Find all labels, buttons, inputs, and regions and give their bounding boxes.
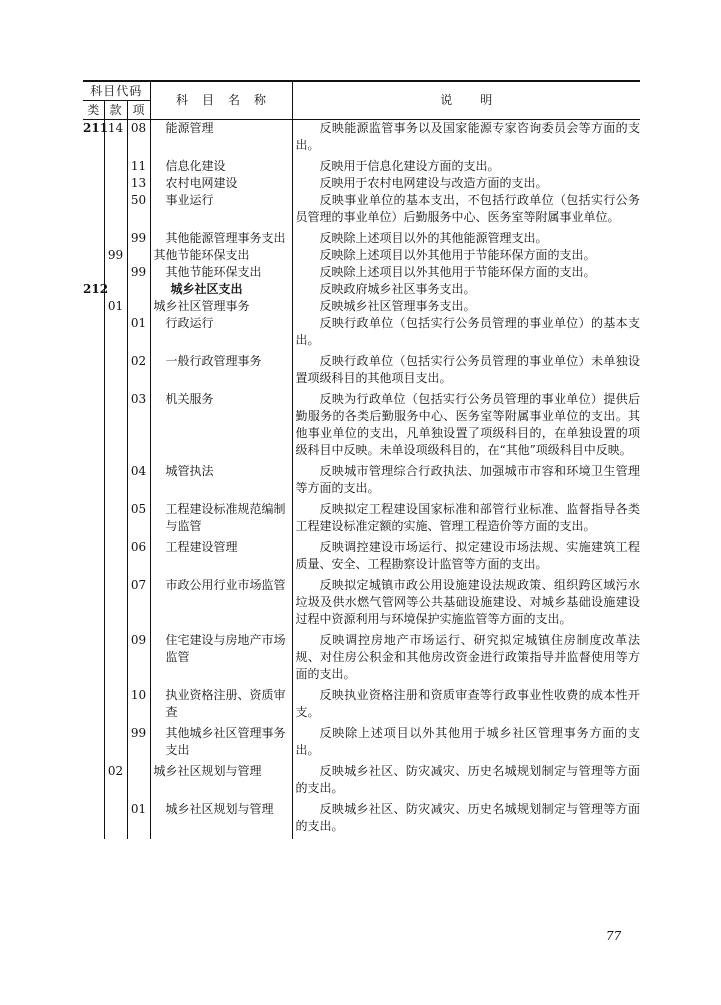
xiang-code: 01 bbox=[127, 315, 150, 353]
subject-name: 其他能源管理事务支出 bbox=[150, 230, 292, 247]
table-row bbox=[83, 120, 640, 159]
lei-code bbox=[83, 463, 104, 501]
subject-name: 工程建设管理 bbox=[150, 539, 292, 577]
kuan-code bbox=[104, 577, 127, 632]
subject-description: 反映除上述项目以外的其他能源管理支出。 bbox=[319, 231, 548, 245]
kuan-code: 02 bbox=[104, 763, 127, 801]
kuan-code bbox=[104, 501, 127, 539]
kuan-code bbox=[104, 264, 127, 281]
subject-description: 反映城市管理综合行政执法、加强城市市容和环境卫生管理等方面的支出。 bbox=[295, 464, 641, 495]
subject-name: 信息化建设 bbox=[150, 158, 292, 175]
subject-description: 反映行政单位（包括实行公务员管理的事业单位）未单独设置项级科目的其他项目支出。 bbox=[295, 354, 641, 385]
table-row bbox=[83, 391, 640, 463]
lei-code bbox=[83, 175, 104, 192]
xiang-code: 99 bbox=[127, 264, 150, 281]
lei-code bbox=[83, 501, 104, 539]
subject-name: 城乡社区规划与管理 bbox=[150, 763, 292, 801]
table-row bbox=[83, 632, 640, 687]
table-row bbox=[83, 175, 640, 192]
lei-code bbox=[83, 353, 104, 391]
subject-name: 其他节能环保支出 bbox=[150, 247, 292, 264]
kuan-code bbox=[104, 725, 127, 763]
table-body bbox=[83, 120, 640, 840]
kuan-code bbox=[104, 175, 127, 192]
budget-subject-table-page bbox=[83, 80, 640, 839]
subject-name: 机关服务 bbox=[150, 391, 292, 463]
kuan-code bbox=[104, 391, 127, 463]
lei-code bbox=[83, 687, 104, 725]
lei-code bbox=[83, 763, 104, 801]
kuan-code bbox=[104, 353, 127, 391]
subject-description: 反映事业单位的基本支出，不包括行政单位（包括实行公务员管理的事业单位）后勤服务中心、医务室等附属事业单位。 bbox=[295, 193, 641, 224]
xiang-code bbox=[127, 763, 150, 801]
subject-name: 住宅建设与房地产市场监管 bbox=[150, 632, 292, 687]
xiang-code: 03 bbox=[127, 391, 150, 463]
subject-table bbox=[83, 80, 640, 839]
table-row bbox=[83, 463, 640, 501]
kuan-code bbox=[104, 463, 127, 501]
lei-code: 211 bbox=[83, 120, 104, 159]
subject-description: 反映能源监管事务以及国家能源专家咨询委员会等方面的支出。 bbox=[295, 121, 641, 152]
kuan-code: 14 bbox=[104, 120, 127, 159]
header-kuan: 款 bbox=[104, 101, 127, 120]
lei-code bbox=[83, 230, 104, 247]
table-row bbox=[83, 801, 640, 839]
subject-description: 反映除上述项目以外其他用于节能环保方面的支出。 bbox=[319, 248, 596, 262]
subject-description: 反映拟定城镇市政公用设施建设法规政策、组织跨区域污水垃圾及供水燃气管网等公共基础设施建设、对城乡基础设施建设过程中资源利用与环境保护实施监管等方面的支出。 bbox=[295, 578, 641, 626]
kuan-code: 99 bbox=[104, 247, 127, 264]
subject-name: 城乡社区规划与管理 bbox=[150, 801, 292, 839]
subject-description: 反映调控建设市场运行、拟定建设市场法规、实施建筑工程质量、安全、工程勘察设计监管等方面的支出。 bbox=[295, 540, 641, 571]
subject-name: 市政公用行业市场监管 bbox=[150, 577, 292, 632]
header-subject-name: 科目名称 bbox=[150, 81, 292, 120]
subject-name: 事业运行 bbox=[150, 192, 292, 230]
lei-code bbox=[83, 539, 104, 577]
kuan-code bbox=[104, 687, 127, 725]
table-row bbox=[83, 247, 640, 264]
xiang-code: 50 bbox=[127, 192, 150, 230]
subject-name: 工程建设标准规范编制与监管 bbox=[150, 501, 292, 539]
xiang-code: 05 bbox=[127, 501, 150, 539]
xiang-code: 99 bbox=[127, 725, 150, 763]
lei-code bbox=[83, 315, 104, 353]
table-row bbox=[83, 577, 640, 632]
xiang-code: 99 bbox=[127, 230, 150, 247]
lei-code bbox=[83, 577, 104, 632]
subject-name: 城管执法 bbox=[150, 463, 292, 501]
xiang-code: 01 bbox=[127, 801, 150, 839]
header-lei: 类 bbox=[83, 101, 104, 120]
xiang-code: 10 bbox=[127, 687, 150, 725]
subject-name: 一般行政管理事务 bbox=[150, 353, 292, 391]
xiang-code bbox=[127, 281, 150, 298]
subject-name: 其他节能环保支出 bbox=[150, 264, 292, 281]
subject-description: 反映拟定工程建设国家标准和部管行业标准、监督指导各类工程建设标准定额的实施、管理工程造价等方面的支出。 bbox=[295, 502, 641, 533]
subject-name: 行政运行 bbox=[150, 315, 292, 353]
subject-description: 反映城乡社区、防灾减灾、历史名城规划制定与管理等方面的支出。 bbox=[295, 802, 641, 833]
lei-code bbox=[83, 725, 104, 763]
lei-code bbox=[83, 264, 104, 281]
xiang-code: 02 bbox=[127, 353, 150, 391]
subject-description: 反映城乡社区、防灾减灾、历史名城规划制定与管理等方面的支出。 bbox=[295, 764, 641, 795]
header-xiang: 项 bbox=[127, 101, 150, 120]
xiang-code: 11 bbox=[127, 158, 150, 175]
table-row bbox=[83, 230, 640, 247]
kuan-code bbox=[104, 632, 127, 687]
kuan-code bbox=[104, 192, 127, 230]
subject-description: 反映执业资格注册和资质审查等行政事业性收费的成本性开支。 bbox=[295, 688, 641, 719]
kuan-code bbox=[104, 230, 127, 247]
lei-code bbox=[83, 192, 104, 230]
xiang-code: 08 bbox=[127, 120, 150, 159]
subject-description: 反映除上述项目以外其他用于城乡社区管理事务方面的支出。 bbox=[295, 726, 641, 757]
table-row bbox=[83, 281, 640, 298]
page-number: 77 bbox=[606, 929, 622, 943]
lei-code bbox=[83, 158, 104, 175]
xiang-code: 07 bbox=[127, 577, 150, 632]
lei-code bbox=[83, 391, 104, 463]
xiang-code: 13 bbox=[127, 175, 150, 192]
lei-code bbox=[83, 247, 104, 264]
subject-description: 反映行政单位（包括实行公务员管理的事业单位）的基本支出。 bbox=[295, 316, 641, 347]
table-row bbox=[83, 725, 640, 763]
subject-name: 城乡社区支出 bbox=[150, 281, 292, 298]
table-row bbox=[83, 687, 640, 725]
subject-description: 反映用于农村电网建设与改造方面的支出。 bbox=[319, 176, 548, 190]
subject-description: 反映用于信息化建设方面的支出。 bbox=[319, 159, 500, 173]
lei-code bbox=[83, 632, 104, 687]
xiang-code: 06 bbox=[127, 539, 150, 577]
subject-name: 其他城乡社区管理事务支出 bbox=[150, 725, 292, 763]
xiang-code: 09 bbox=[127, 632, 150, 687]
subject-name: 能源管理 bbox=[150, 120, 292, 159]
kuan-code bbox=[104, 158, 127, 175]
table-row bbox=[83, 501, 640, 539]
lei-code: 212 bbox=[83, 282, 109, 296]
subject-name: 城乡社区管理事务 bbox=[150, 298, 292, 315]
table-row bbox=[83, 539, 640, 577]
subject-description: 反映调控房地产市场运行、研究拟定城镇住房制度改革法规、对住房公积金和其他房改资金进行政策指导并监督使用等方面的支出。 bbox=[295, 633, 641, 681]
subject-description: 反映政府城乡社区事务支出。 bbox=[319, 282, 476, 296]
lei-code bbox=[83, 801, 104, 839]
kuan-code bbox=[104, 539, 127, 577]
xiang-code: 04 bbox=[127, 463, 150, 501]
table-row bbox=[83, 158, 640, 175]
subject-name: 农村电网建设 bbox=[150, 175, 292, 192]
table-row bbox=[83, 763, 640, 801]
subject-name: 执业资格注册、资质审查 bbox=[150, 687, 292, 725]
table-row bbox=[83, 298, 640, 315]
table-row bbox=[83, 353, 640, 391]
table-row bbox=[83, 315, 640, 353]
subject-description: 反映除上述项目以外其他用于节能环保方面的支出。 bbox=[319, 265, 596, 279]
xiang-code bbox=[127, 298, 150, 315]
kuan-code bbox=[104, 801, 127, 839]
table-row bbox=[83, 264, 640, 281]
subject-description: 反映为行政单位（包括实行公务员管理的事业单位）提供后勤服务的各类后勤服务中心、医务室等附属事业单位的支出。其他事业单位的支出，凡单独设置了项级科目的，在单独设置的项级科目中反映。未单设项级科目的，在“其他”项级科目中反映。 bbox=[295, 392, 641, 457]
kuan-code bbox=[104, 315, 127, 353]
kuan-code: 01 bbox=[104, 298, 127, 315]
header-description: 说明 bbox=[292, 81, 640, 120]
lei-code bbox=[83, 298, 104, 315]
subject-description: 反映城乡社区管理事务支出。 bbox=[319, 299, 476, 313]
xiang-code bbox=[127, 247, 150, 264]
table-row bbox=[83, 192, 640, 230]
header-subject-code: 科目代码 bbox=[83, 81, 150, 101]
